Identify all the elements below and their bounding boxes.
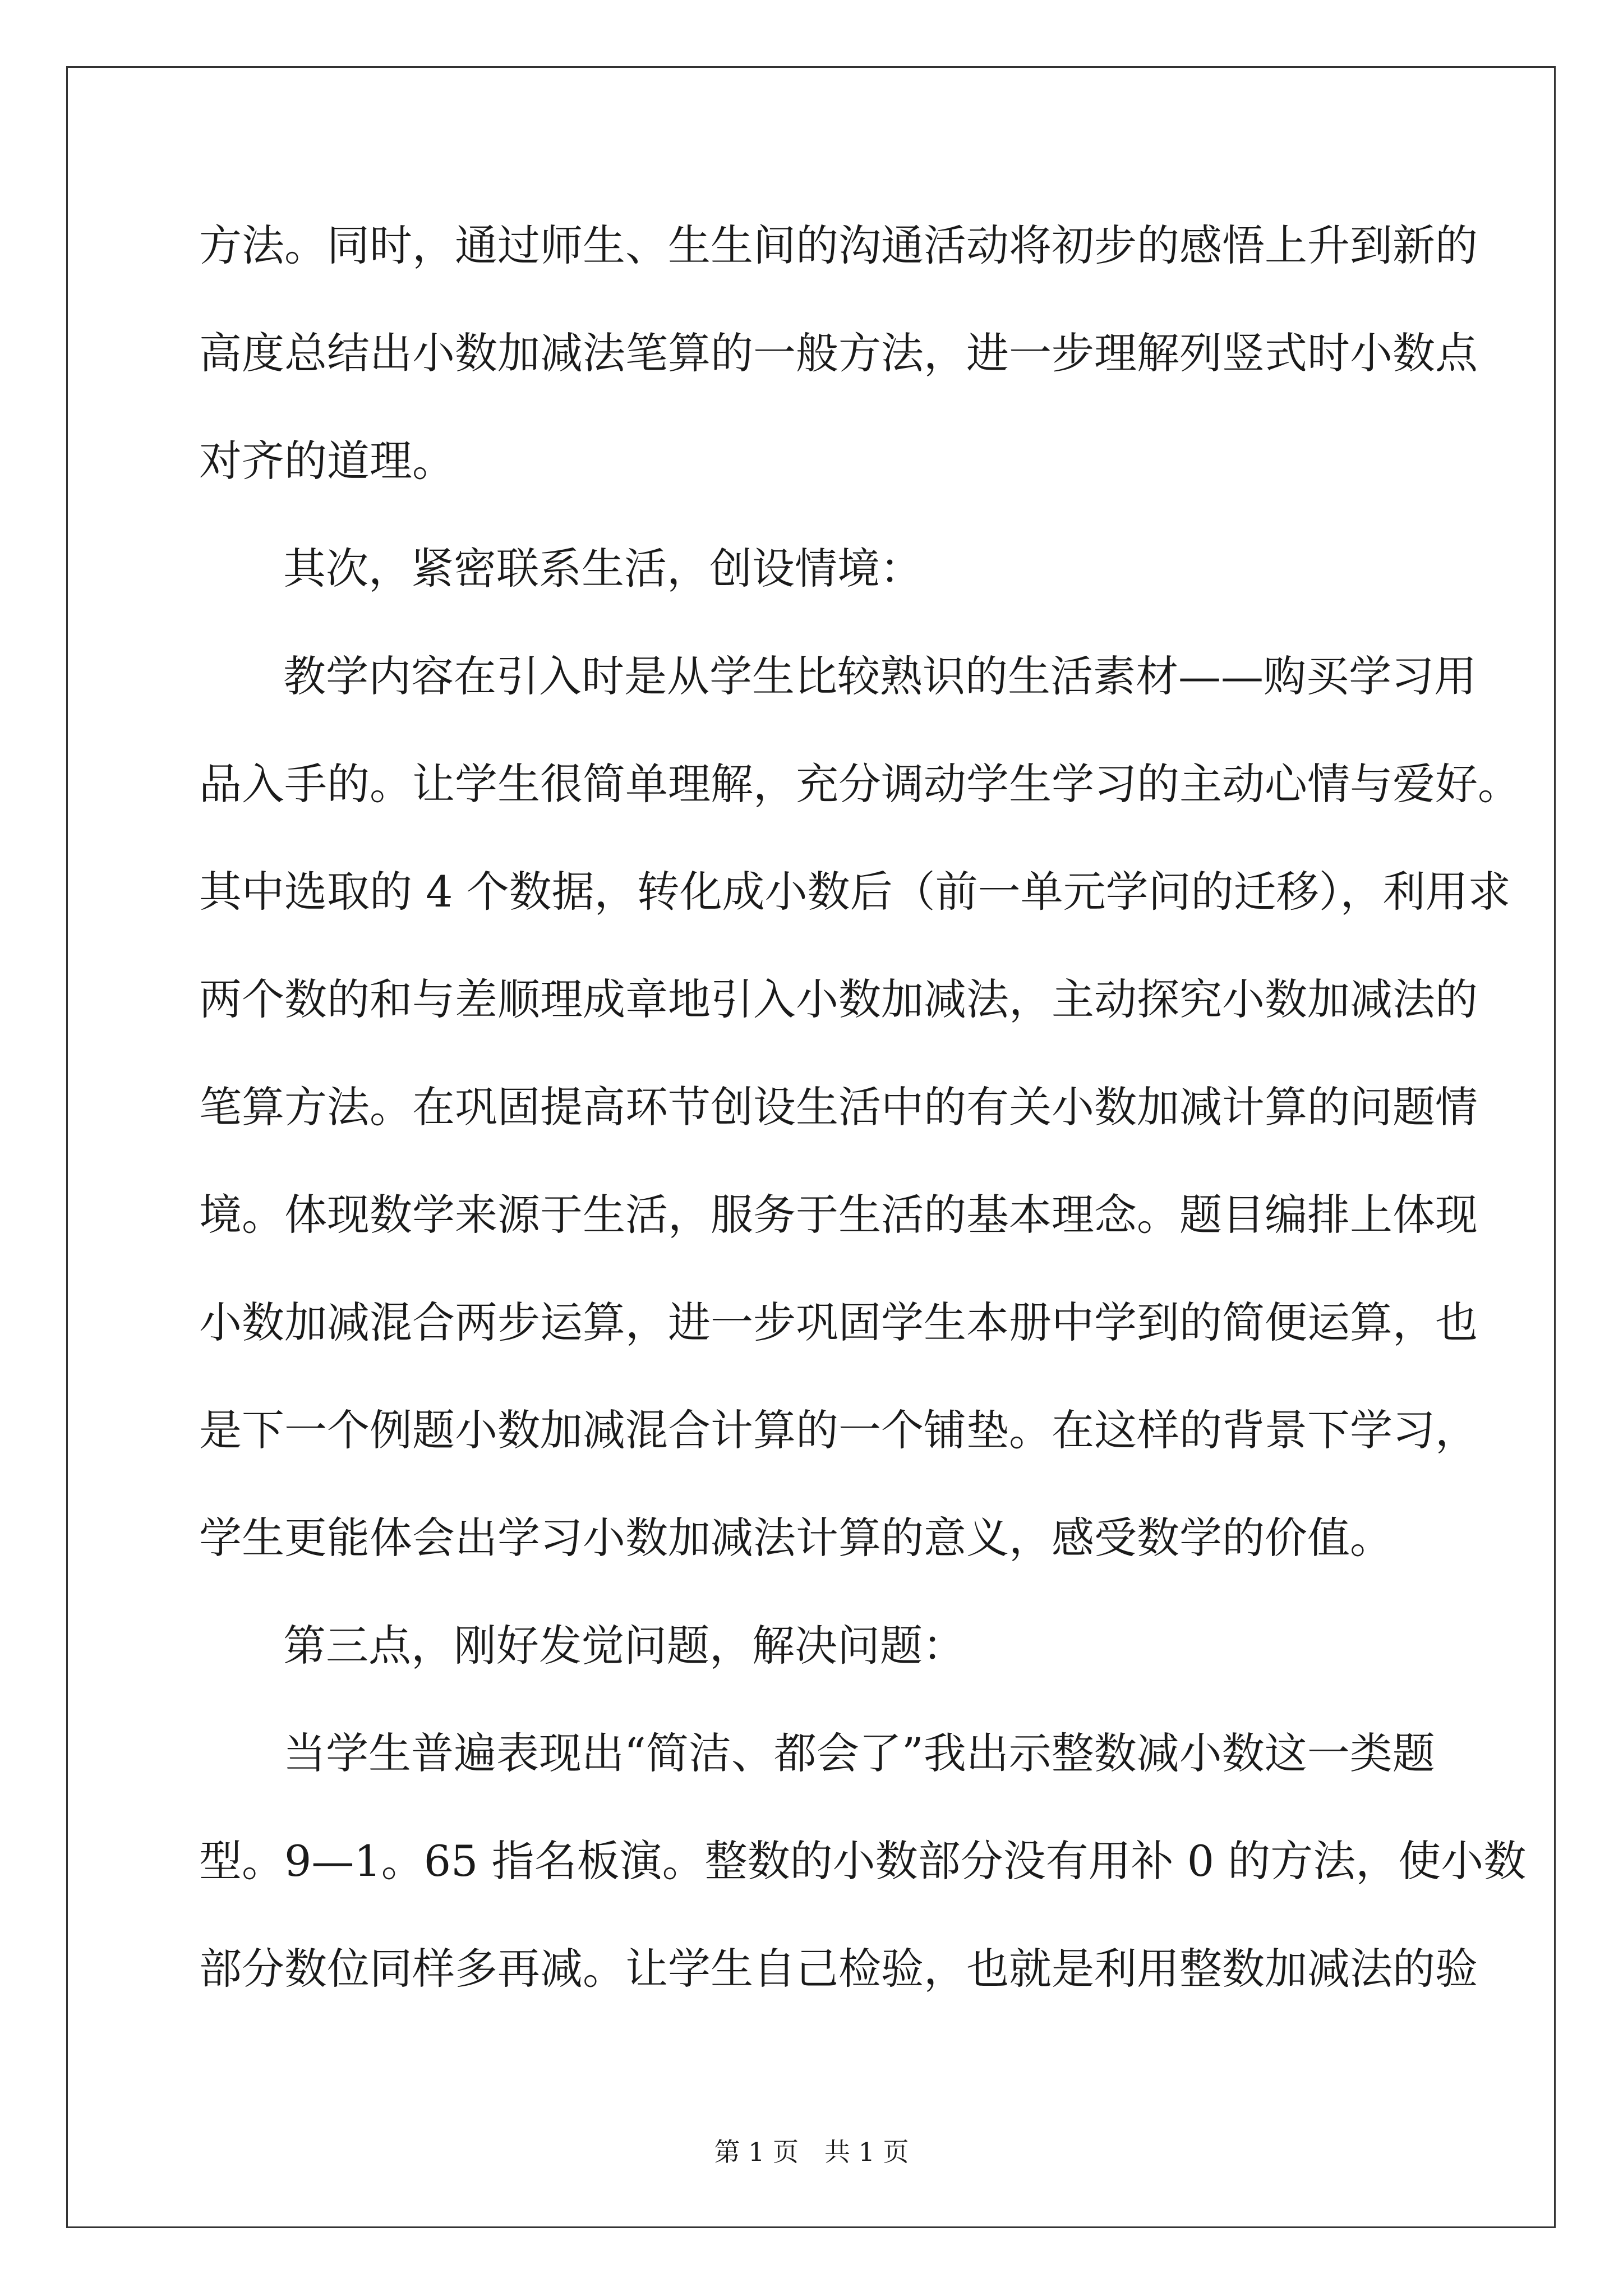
text-line: 是下一个例题小数加减混合计算的一个铺垫。在这样的背景下学习， [199, 1405, 1478, 1455]
text-line: 小数加减混合两步运算，进一步巩固学生本册中学到的简便运算，也 [199, 1297, 1478, 1347]
section-heading: 其次，紧密联系生活，创设情境： [283, 544, 923, 593]
text-line: 型。9—1。65 指名板演。整数的小数部分没有用补 0 的方法，使小数 [199, 1836, 1527, 1886]
text-line: 当学生普遍表现出“简洁、都会了”我出示整数减小数这一类题 [283, 1728, 1435, 1778]
section-heading: 第三点，刚好发觉问题，解决问题： [283, 1621, 965, 1671]
text-line: 部分数位同样多再减。让学生自己检验，也就是利用整数加减法的验 [199, 1944, 1478, 1994]
text-line: 对齐的道理。 [199, 436, 455, 486]
text-line: 其中选取的 4 个数据，转化成小数后（前一单元学问的迁移），利用求 [199, 867, 1511, 917]
text-line: 高度总结出小数加减法笔算的一般方法，进一步理解列竖式时小数点 [199, 328, 1478, 378]
text-line: 笔算方法。在巩固提高环节创设生活中的有关小数加减计算的问题情 [199, 1082, 1478, 1132]
text-line: 教学内容在引入时是从学生比较熟识的生活素材——购买学习用 [283, 651, 1477, 701]
text-line: 境。体现数学来源于生活，服务于生活的基本理念。题目编排上体现 [199, 1190, 1478, 1240]
page-border [66, 66, 1556, 2228]
text-line: 学生更能体会出学习小数加减法计算的意义，感受数学的价值。 [199, 1513, 1393, 1563]
text-line: 两个数的和与差顺理成章地引入小数加减法，主动探究小数加减法的 [199, 974, 1478, 1024]
text-line: 方法。同时，通过师生、生生间的沟通活动将初步的感悟上升到新的 [199, 220, 1478, 270]
page-footer: 第 1 页 共 1 页 [714, 2137, 909, 2167]
text-line: 品入手的。让学生很简单理解，充分调动学生学习的主动心情与爱好。 [199, 759, 1520, 809]
